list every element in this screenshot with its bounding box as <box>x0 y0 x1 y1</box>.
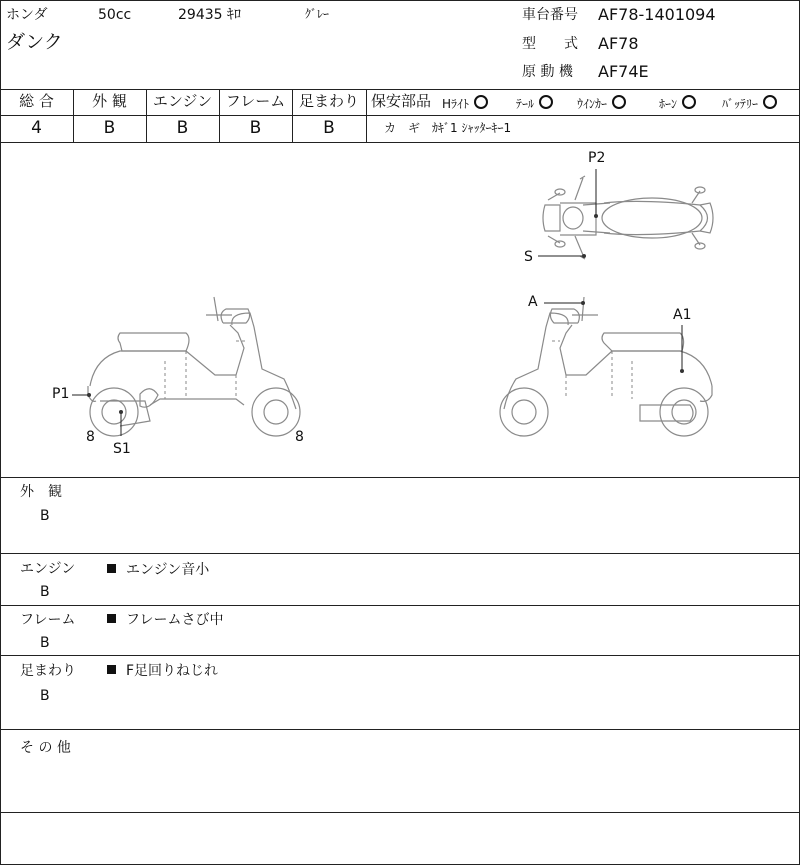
diagram-label-a1: A1 <box>673 307 692 323</box>
grade-header-frame: フレーム <box>225 92 286 110</box>
section-grade-suspension: B <box>40 688 50 704</box>
note-text: F足回りねじれ <box>126 663 219 679</box>
type-value: AF78 <box>598 34 639 53</box>
section-note-suspension <box>107 664 218 678</box>
frame-number-label: 車台番号 <box>522 7 578 23</box>
callout-dots <box>87 214 684 414</box>
section-divider <box>0 812 800 813</box>
grade-header-exterior: 外 観 <box>92 92 127 110</box>
top-view-scooter <box>543 176 713 259</box>
col-divider <box>366 89 367 142</box>
grade-engine: B <box>176 118 189 138</box>
ok-mark-icon <box>682 95 696 109</box>
safety-item-horn <box>659 95 696 110</box>
engine-label: 原 動 機 <box>522 64 573 80</box>
grade-frame: B <box>249 118 262 138</box>
note-text: エンジン音小 <box>126 562 210 578</box>
type-label: 型 式 <box>522 36 578 52</box>
section-grade-frame: B <box>40 635 50 651</box>
diagram-label-eight-left: 8 <box>86 429 95 445</box>
grade-header-suspension: 足まわり <box>298 92 359 110</box>
section-divider <box>0 553 800 554</box>
section-note-frame <box>107 613 223 627</box>
maker: ホンダ <box>6 7 48 23</box>
frame-number: AF78-1401094 <box>598 5 716 24</box>
diagram-label-s1: S1 <box>113 441 131 457</box>
grade-exterior: B <box>103 118 116 138</box>
section-label-exterior: 外 観 <box>20 484 62 500</box>
ok-mark-icon <box>474 95 488 109</box>
table-top-border <box>0 89 800 90</box>
bullet-square-icon <box>107 564 116 573</box>
note-text: フレームさび中 <box>126 612 224 628</box>
key-value: ｶｷﾞ1 ｼｬｯﾀｰｷｰ1 <box>432 121 512 135</box>
grade-header-engine: エンジン <box>152 92 213 110</box>
diagram-bottom-border <box>0 477 800 478</box>
mileage: 29435 ｷﾛ <box>178 7 241 23</box>
ok-mark-icon <box>539 95 553 109</box>
ok-mark-icon <box>763 95 777 109</box>
section-grade-engine: B <box>40 584 50 600</box>
safety-item-winker <box>577 95 626 110</box>
safety-item-label: ﾊﾞｯﾃﾘｰ <box>722 97 759 111</box>
section-note-engine <box>107 563 209 577</box>
bullet-square-icon <box>107 614 116 623</box>
color: ｸﾞﾚｰ <box>305 7 330 21</box>
safety-item-label: ｳｲﾝｶｰ <box>577 97 608 111</box>
safety-item-label: Hﾗｲﾄ <box>442 97 470 111</box>
diagram-label-s: S <box>524 249 533 265</box>
grade-overall: 4 <box>31 118 42 138</box>
diagram-label-p1: P1 <box>52 386 70 402</box>
safety-item-label: ﾎｰﾝ <box>659 97 678 111</box>
diagram-label-a: A <box>528 294 538 310</box>
section-label-engine: エンジン <box>20 561 76 577</box>
section-divider <box>0 655 800 656</box>
left-view-dashes <box>165 341 246 399</box>
displacement: 50cc <box>98 7 132 23</box>
model-name: ダンク <box>6 31 63 53</box>
grade-suspension: B <box>323 118 335 138</box>
safety-row-divider <box>366 115 800 116</box>
section-divider <box>0 729 800 730</box>
safety-item-battery <box>722 95 777 110</box>
ok-mark-icon <box>612 95 626 109</box>
key-label: カ ギ <box>384 121 421 135</box>
safety-label: 保安部品 <box>371 92 432 110</box>
safety-item-tail <box>516 95 553 110</box>
grade-header-overall: 総 合 <box>19 92 54 110</box>
safety-item-headlight <box>442 95 488 110</box>
diagram-label-p2: P2 <box>588 150 606 166</box>
grade-row-divider <box>0 115 366 116</box>
bullet-square-icon <box>107 665 116 674</box>
section-label-suspension: 足まわり <box>20 663 76 679</box>
section-divider <box>0 605 800 606</box>
section-label-other: そ の 他 <box>20 740 71 756</box>
safety-item-label: ﾃｰﾙ <box>516 97 535 111</box>
diagram-label-eight-right: 8 <box>295 429 304 445</box>
left-view-scooter <box>88 297 300 436</box>
callout-lines <box>72 169 682 436</box>
engine-value: AF74E <box>598 62 649 81</box>
section-grade-exterior: B <box>40 508 50 524</box>
section-label-frame: フレーム <box>20 612 76 628</box>
